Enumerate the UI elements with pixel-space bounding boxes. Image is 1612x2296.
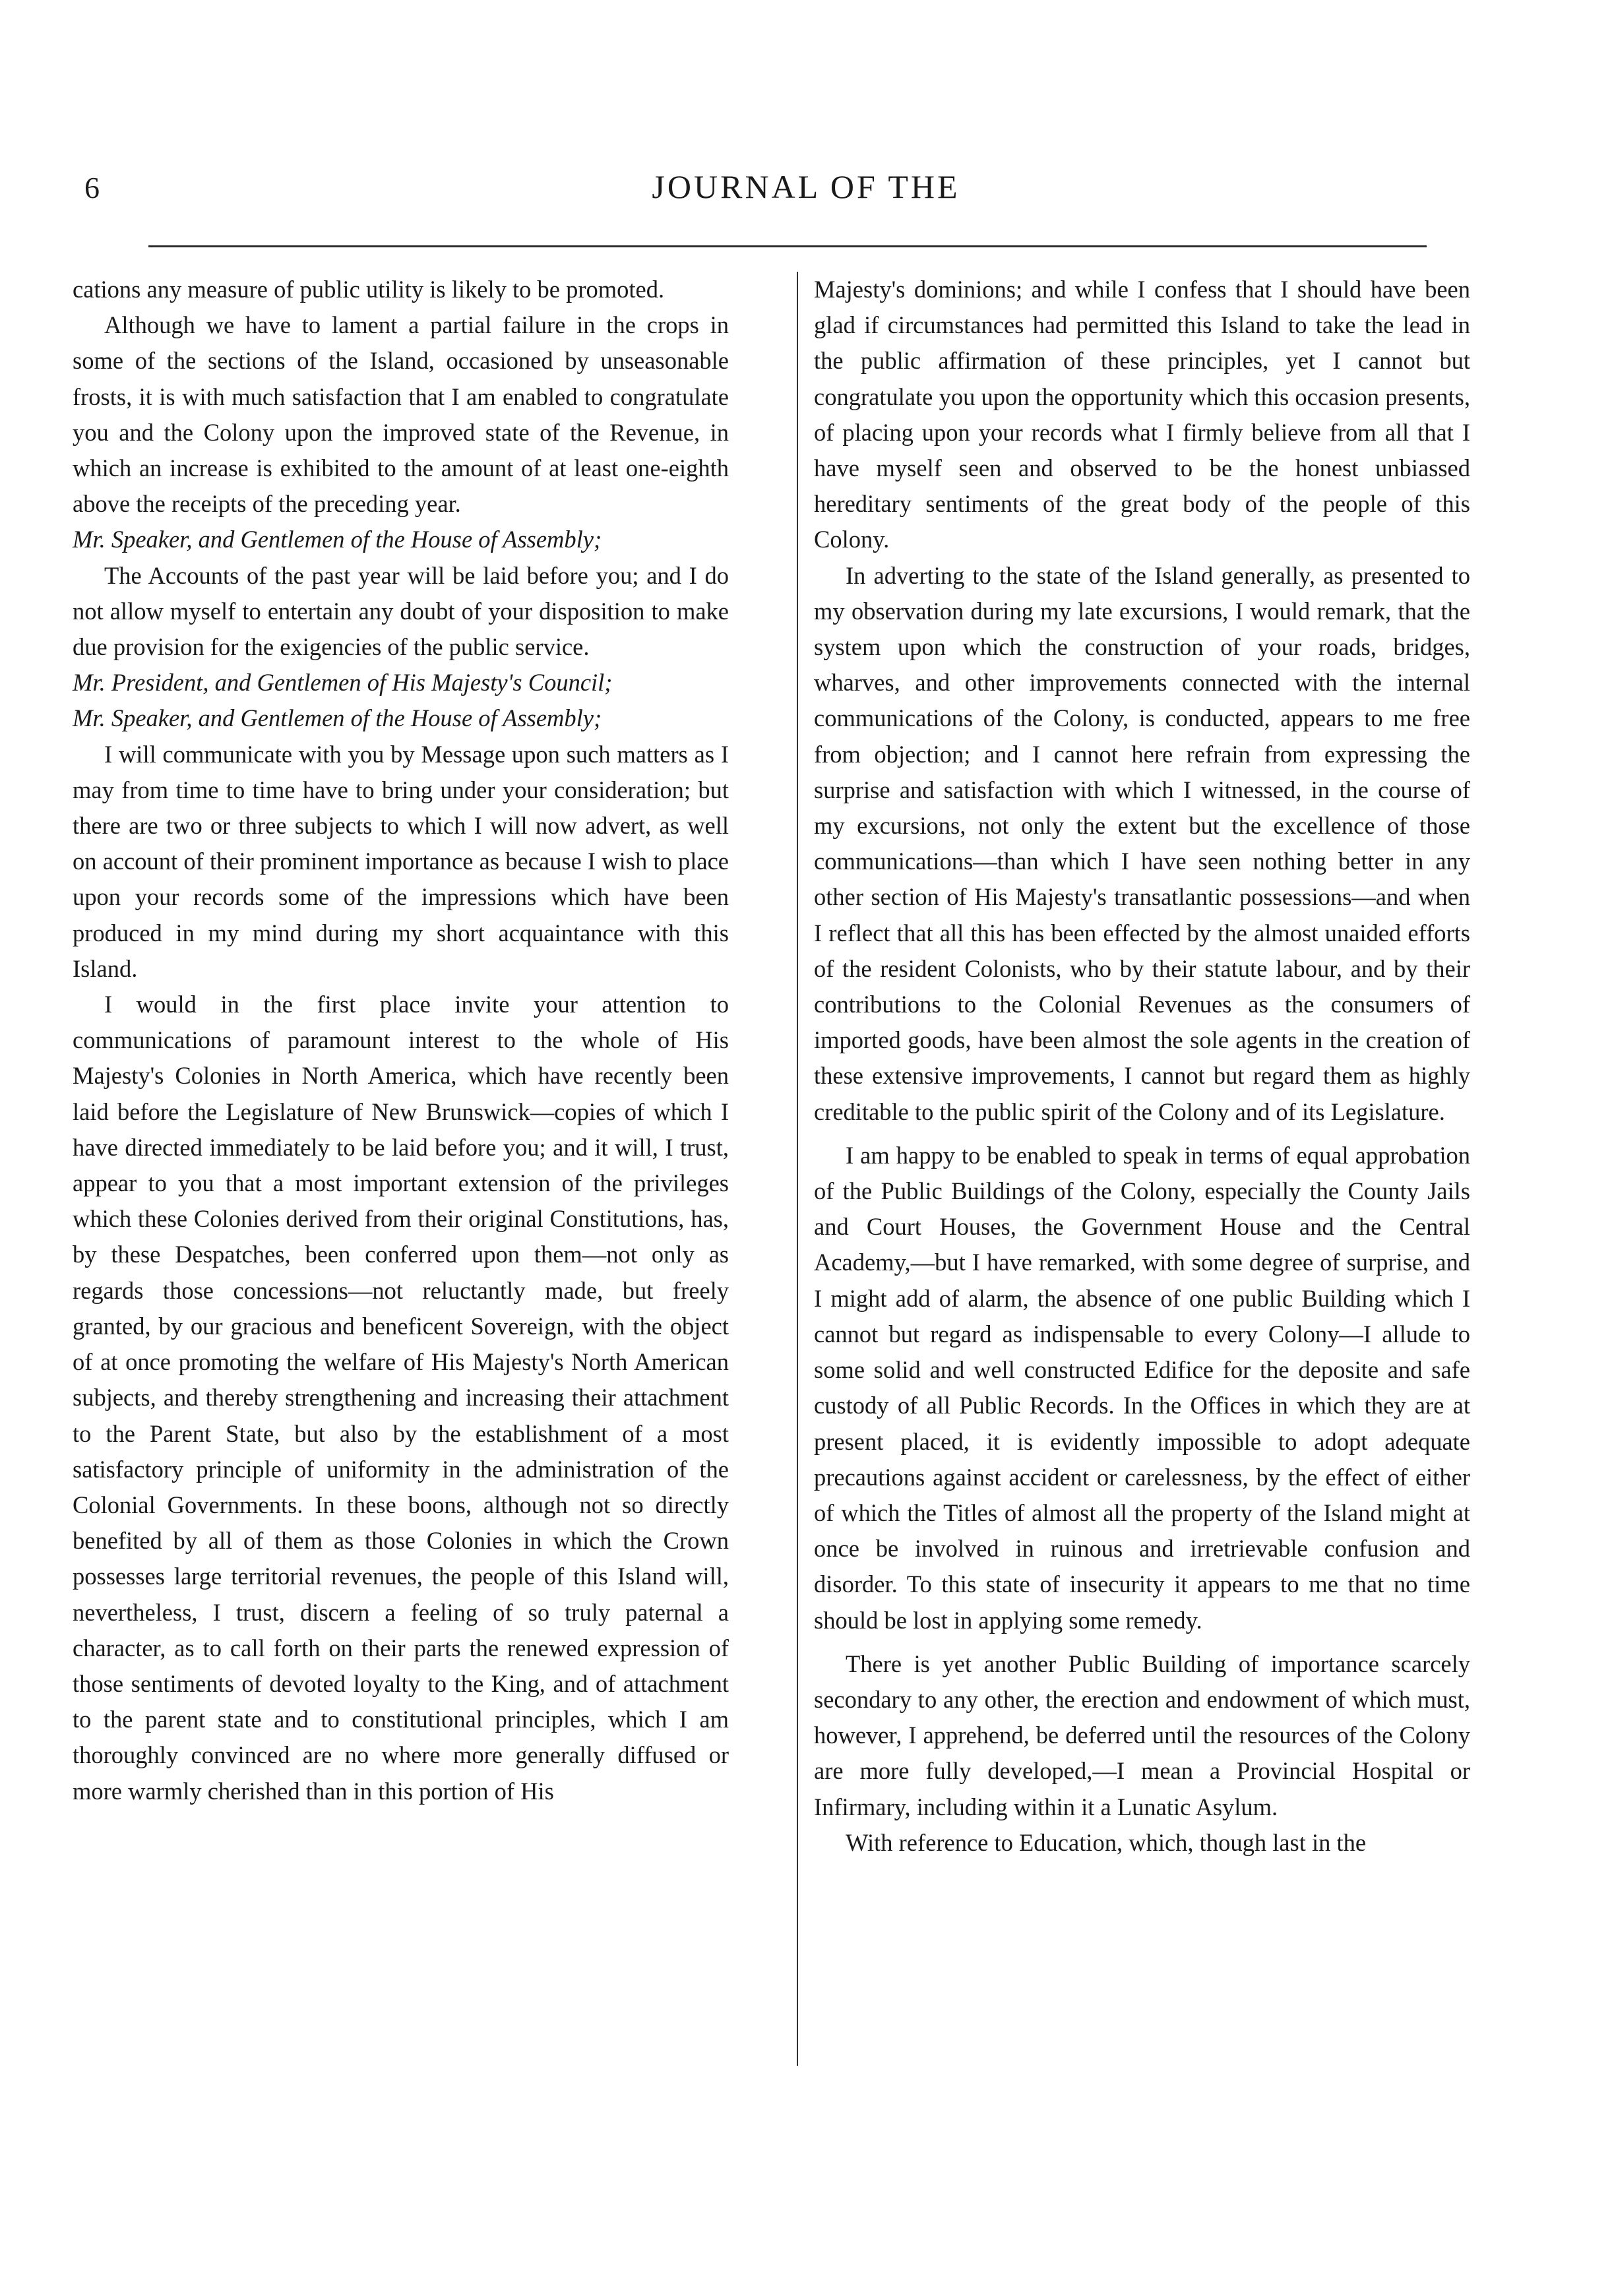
salutation: Mr. Speaker, and Gentlemen of the House of Assembly; [73,526,602,553]
right-column [814,272,1470,1861]
paragraph: The Accounts of the past year will be laid before you; and I do not allow myself to entertain any doubt of your disposition to make due provision for the exigencies of the public service. [73,561,729,661]
salutation: Mr. President, and Gentlemen of His Majesty's Council; [73,669,613,697]
paragraph: I am happy to be enabled to speak in terms of equal approbation of the Public Buildings of the Colony, especially the County Jails and Court Houses, the Government House and the Central Academy,—but I have remarked, with some degree of surprise, and I might add of alarm, the absence of one public Building which I cannot but regard as indispensable to every Colony—I allude to some solid and well constructed Edifice for the deposite and safe custody of all Public Records. In the Offices in which they are at present placed, it is evidently impossible to adopt adequate precautions against accident or carelessness, by the effect of either of which the Titles of almost all the property of the Island might at once be involved in ruinous and irretrievable confusion and disorder. To this state of insecurity it appears to me that no time should be lost in applying some remedy. [814,1141,1470,1634]
paragraph: Majesty's dominions; and while I confess that I should have been glad if circumstances had permitted this Island to take the lead in the public affirmation of these principles, yet I cannot but congratulate you upon the opportunity which this occasion presents, of placing upon your records what I firmly believe from all that I have myself seen and observed to be the honest unbiassed hereditary sentiments of the great body of the people of this Colony. [814,276,1470,553]
paragraph: With reference to Education, which, though last in the [846,1828,1367,1856]
paragraph: There is yet another Public Building of importance scarcely secondary to any other, the erection and endowment of which must, however, I apprehend, be deferred until the resources of the Colony are more fully developed,—I mean a Provincial Hospital or Infirmary, including within it a Lunatic Asylum. [814,1650,1470,1820]
running-head: JOURNAL OF THE [652,168,960,205]
column-divider [797,272,798,2066]
paragraph: I will communicate with you by Message upon such matters as I may from time to time have to bring under your consideration; but there are two or three subjects to which I will now advert, as well on account of their prominent importance as because I wish to place upon your records some of the impressions which have been produced in my mind during my short acquaintance with this Island. [73,740,729,982]
paragraph: I would in the first place invite your attention to communications of paramount interest to the whole of His Majesty's Colonies in North America, which have recently been laid before the Legislature of New Brunswick—copies of which I have directed immediately to be laid before you; and it will, I trust, appear to you that a most important extension of the privileges which these Colonies derived from their original Constitutions, has, by these Despatches, been conferred upon them—not only as regards those concessions—not reluctantly made, but freely granted, by our gracious and beneficent Sovereign, with the object of at once promoting the welfare of His Majesty's North American subjects, and thereby strengthening and increasing their attachment to the Parent State, but also by the establishment of a most satisfactory principle of uniformity in the administration of the Colonial Governments. In these boons, although not so directly benefited by all of them as those Colonies in which the Crown possesses large territorial revenues, the people of this Island will, nevertheless, I trust, discern a feeling of so truly paternal a character, as to call forth on their parts the renewed expression of those sentiments of devoted loyalty to the King, and of attachment to the parent state and to constitutional principles, which I am thoroughly convinced are no where more generally diffused or more warmly cherished than in this portion of His [73,991,729,1805]
paragraph: Although we have to lament a partial failure in the crops in some of the sections of the Island, occasioned by unseasonable frosts, it is with much satisfaction that I am enabled to congratulate you and the Colony upon the improved state of the Revenue, in which an increase is exhibited to the amount of at least one-eighth above the receipts of the preceding year. [73,311,729,518]
paragraph: In adverting to the state of the Island generally, as presented to my observation during my late excursions, I would remark, that the system upon which the construction of your roads, bridges, wharves, and other improvements connected with the internal communications of the Colony, is conducted, appears to me free from objection; and I cannot here refrain from expressing the surprise and satisfaction with which I witnessed, in the course of my excursions, not only the extent but the excellence of those communications—than which I have seen nothing better in any other section of His Majesty's transatlantic possessions—and when I reflect that all this has been effected by the almost unaided efforts of the resident Colonists, who by their statute labour, and by their contributions to the Colonial Revenues as the consumers of imported goods, have been almost the sole agents in the creation of these extensive improvements, I cannot but regard them as highly creditable to the public spirit of the Colony and of its Legislature. [814,561,1470,1125]
left-column [73,272,729,1809]
paragraph: cations any measure of public utility is likely to be promoted. [73,276,665,303]
header-rule [148,245,1427,247]
page-number: 6 [84,171,100,204]
salutation: Mr. Speaker, and Gentlemen of the House of Assembly; [73,704,602,732]
